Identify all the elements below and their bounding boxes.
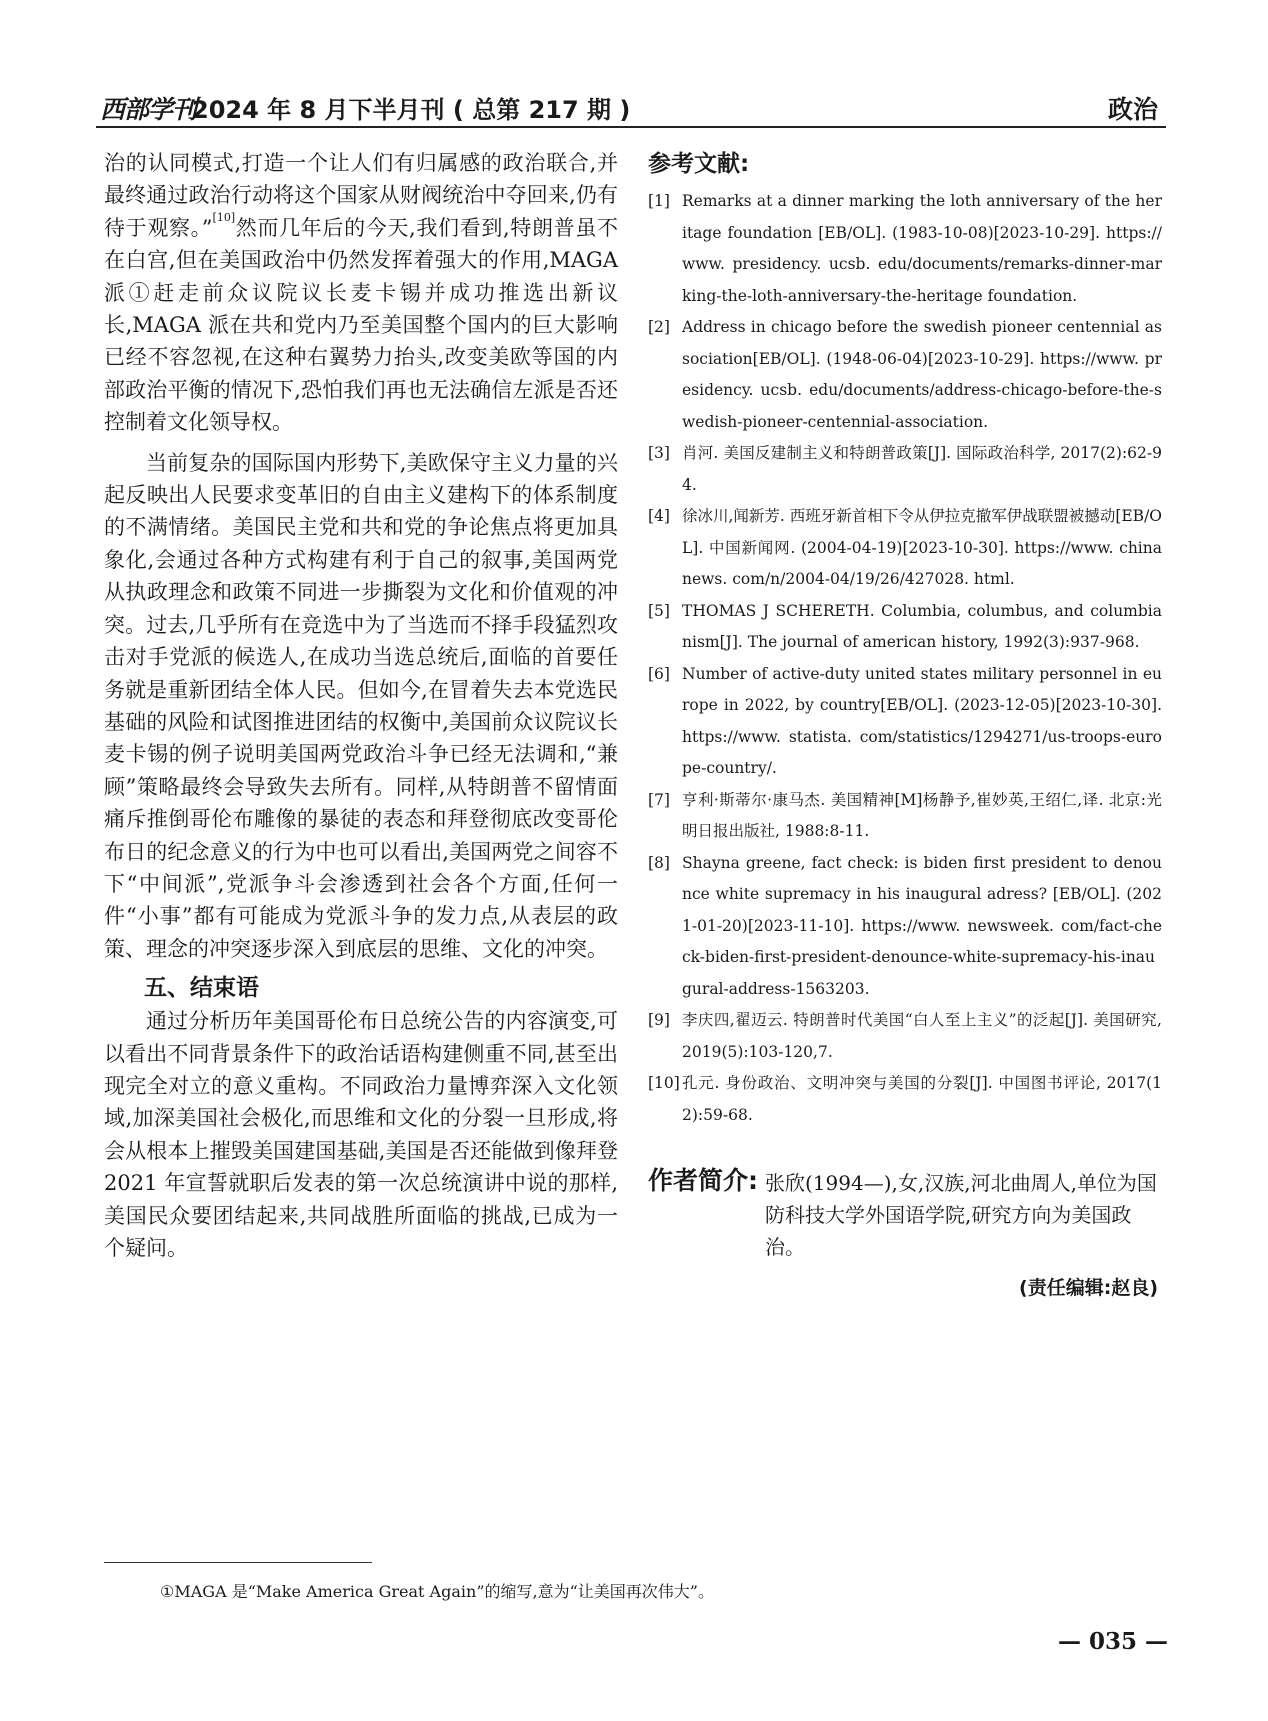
references-title: 参考文献: — [648, 151, 750, 177]
author-bio-text: 张欣(1994—),女,汉族,河北曲周人,单位为国防科技大学外国语学院,研究方向为美国政治。 — [765, 1171, 1157, 1259]
reference-number: [9] — [648, 1011, 670, 1029]
reference-item — [648, 501, 1162, 596]
reference-item — [648, 312, 1162, 438]
reference-number: [1] — [648, 192, 670, 210]
body-paragraph-2: 当前复杂的国际国内形势下,美欧保守主义力量的兴起反映出人民要求变革旧的自由主义建构下的体系制度的不满情绪。美国民主党和共和党的争论焦点将更加具象化,会通过各种方式构建有利于自己的叙事,美国两党从执政理念和政策不同进一步撕裂为文化和价值观的冲突。过去,几乎所有在竞选中为了当选而不择手段猛烈攻击对手党派的候选人,在成功当选总统后,面临的首要任务就是重新团结全体人民。但如今,在冒着失去本党选民基础的风险和试图推进团结的权衡中,美国前众议院议长麦卡锡的例子说明美国两党政治斗争已经无法调和,“兼顾”策略最终会导致失去所有。同样,从特朗普不留情面痛斥推倒哥伦布雕像的暴徒的表态和拜登彻底改变哥伦布日的纪念意义的行为中也可以看出,美国两党之间容不下“中间派”,党派争斗会渗透到社会各个方面,任何一件“小事”都有可能成为党派斗争的发力点,从表层的政策、理念的冲突逐步深入到底层的思维、文化的冲突。 — [104, 450, 618, 961]
author-bio-label: 作者简介: — [648, 1166, 758, 1195]
reference-number: [2] — [648, 318, 670, 336]
reference-number: [5] — [648, 601, 670, 620]
reference-text: Shayna greene, fact check: is biden first president to denounce white supremacy in his inaugural adress? [EB/OL]. (2021-01-20)[2023-11-10]. https://www. newsweek. com/fact-check-biden-first-president-denounce-white-supremacy-his-inaugural-address-1563203. — [682, 853, 1162, 998]
section-label: 政治 — [1107, 95, 1158, 124]
footnote: ①MAGA 是“Make America Great Again”的缩写,意为“让美国再次伟大”。 — [160, 1582, 714, 1601]
reference-text: 亨利·斯蒂尔·康马杰. 美国精神[M]杨静予,崔妙英,王绍仁,译. 北京:光明日报出版社, 1988:8-11. — [682, 790, 1162, 840]
reference-number: [7] — [648, 790, 670, 809]
reference-item — [648, 596, 1162, 659]
reference-item — [648, 186, 1162, 312]
author-bio — [648, 1167, 1162, 1263]
reference-number: [4] — [648, 507, 670, 525]
reference-number: [3] — [648, 444, 670, 462]
reference-text: 孔元. 身份政治、文明冲突与美国的分裂[J]. 中国图书评论, 2017(12):59-68. — [682, 1074, 1162, 1124]
reference-item — [648, 848, 1162, 1006]
reference-list — [648, 186, 1162, 1131]
reference-number: [8] — [648, 853, 670, 872]
reference-text: Remarks at a dinner marking the loth anniversary of the heritage foundation [EB/OL]. (1983-10-08)[2023-10-29]. https://www. presidency. ucsb. edu/documents/remarks-dinner-marking-the-loth-anniversary-the-heritage foundation. — [682, 192, 1162, 305]
page-header — [96, 84, 1166, 128]
page-number: — 035 — — [1057, 1628, 1168, 1655]
reference-text: 肖河. 美国反建制主义和特朗普政策[J]. 国际政治科学, 2017(2):62-94. — [682, 444, 1162, 494]
reference-item — [648, 438, 1162, 501]
reference-item — [648, 659, 1162, 785]
reference-text: Address in chicago before the swedish pioneer centennial association[EB/OL]. (1948-06-04)[2023-10-29]. https://www. presidency. ucsb. edu/documents/address-chicago-before-the-swedish-pioneer-centennial-association. — [682, 318, 1162, 431]
reference-number: [6] — [648, 664, 670, 683]
left-column — [104, 147, 618, 1264]
citation-marker: [10] — [212, 210, 236, 224]
right-column — [648, 148, 1162, 1300]
footnote-divider — [104, 1562, 372, 1563]
body-paragraph-3: 通过分析历年美国哥伦布日总统公告的内容演变,可以看出不同背景条件下的政治话语构建侧重不同,甚至出现完全对立的意义重构。不同政治力量博弈深入文化领域,加深美国社会极化,而思维和文化的分裂一旦形成,将会从根本上摧毁美国建国基础,美国是否还能做到像拜登 2021 年宣誓就职后发表的第一次总统演讲中说的那样,美国民众要团结起来,共同战胜所面临的挑战,已成为一个疑问。 — [104, 1009, 618, 1260]
responsible-editor: (责任编辑:赵良) — [1019, 1277, 1158, 1299]
reference-item — [648, 785, 1162, 848]
reference-text: 徐冰川,闻新芳. 西班牙新首相下令从伊拉克撤军伊战联盟被撼动[EB/OL]. 中国新闻网. (2004-04-19)[2023-10-30]. https://www. chinanews. com/n/2004-04/19/26/427028. html. — [682, 507, 1162, 588]
issue-info: 2024 年 8 月下半月刊 ( 总第 217 期 ) — [192, 96, 631, 124]
reference-item — [648, 1005, 1162, 1068]
journal-logo: 西部学刊 — [100, 95, 197, 124]
reference-text: THOMAS J SCHERETH. Columbia, columbus, and columbianism[J]. The journal of american history, 1992(3):937-968. — [682, 601, 1162, 651]
reference-item — [648, 1068, 1162, 1131]
section-heading: 五、结束语 — [144, 975, 259, 1002]
footnote-marker: ① — [128, 280, 154, 305]
reference-text: 李庆四,翟迈云. 特朗普时代美国“白人至上主义”的泛起[J]. 美国研究, 2019(5):103-120,7. — [682, 1011, 1162, 1061]
reference-text: Number of active-duty united states military personnel in europe in 2022, by country[EB/OL]. (2023-12-05)[2023-10-30]. https://www. statista. com/statistics/1294271/us-troops-europe-country/. — [682, 664, 1162, 777]
body-paragraph-1: 治的认同模式,打造一个让人们有归属感的政治联合,并最终通过政治行动将这个国家从财阀统治中夺回来,仍有待于观察。”[10]然而几年后的今天,我们看到,特朗普虽不在白宫,但在美国政治中仍然发挥着强大的作用,MAGA 派①赶走前众议院议长麦卡锡并成功推选出新议长,MAGA 派在共和党内乃至美国整个国内的巨大影响已经不容忽视,在这种右翼势力抬头,改变美欧等国的内部政治平衡的情况下,恐怕我们再也无法确信左派是否还控制着文化领导权。 — [104, 151, 619, 435]
reference-number: [10] — [648, 1074, 680, 1092]
